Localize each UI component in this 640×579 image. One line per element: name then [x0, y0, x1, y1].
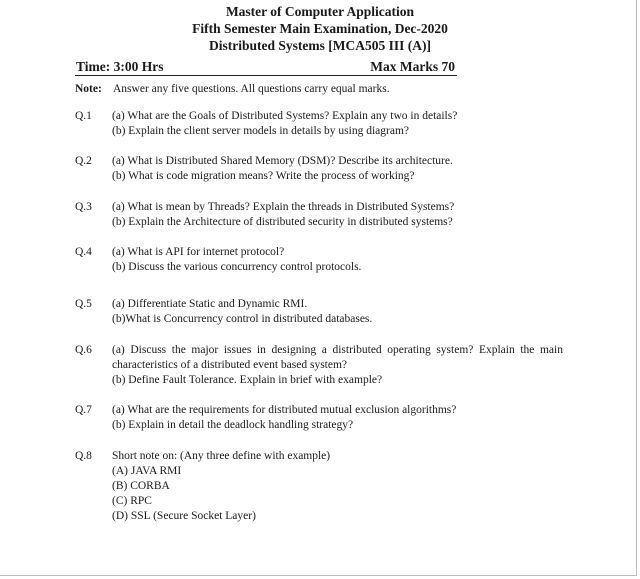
question-number: Q.5: [75, 298, 92, 310]
course-title: Distributed Systems [MCA505 III (A)]: [209, 38, 431, 53]
short-note-instruction: Short note on: (Any three define with example): [112, 450, 331, 462]
max-marks: Max Marks 70: [370, 59, 455, 74]
question-part-b: (b) Explain the client server models in details by using diagram?: [112, 125, 410, 137]
question-part-a: (a) What is API for internet protocol?: [112, 246, 285, 258]
question-body: [112, 297, 563, 327]
question-part-b: (b)What is Concurrency control in distributed databases.: [112, 313, 373, 325]
exam-time: Time: 3:00 Hrs: [76, 59, 164, 74]
short-note-item: (B) CORBA: [112, 480, 170, 492]
note-text: Answer any five questions. All questions carry equal marks.: [113, 83, 390, 95]
question-number: Q.4: [75, 246, 92, 258]
question-part-b: (b) What is code migration means? Write the process of working?: [112, 170, 415, 182]
question-number: Q.7: [75, 404, 92, 416]
question-part-b: (b) Explain the Architecture of distributed security in distributed systems?: [112, 216, 453, 228]
question-number: Q.3: [75, 201, 92, 213]
question-part-a: (a) What are the requirements for distributed mutual exclusion algorithms?: [112, 404, 457, 416]
question-part-b: (b) Explain in detail the deadlock handling strategy?: [112, 419, 354, 431]
question-part-a: (a) What is Distributed Shared Memory (DSM)? Describe its architecture.: [112, 155, 453, 167]
question-number: Q.1: [75, 110, 92, 122]
program-title: Master of Computer Application: [225, 4, 415, 19]
question-body: [112, 449, 563, 524]
exam-header: [0, 3, 640, 54]
question-body: [112, 245, 563, 275]
short-note-item: (D) SSL (Secure Socket Layer): [112, 510, 256, 522]
question-part-a: (a) What are the Goals of Distributed Systems? Explain any two in details?: [112, 110, 458, 122]
question-number: Q.6: [75, 344, 92, 356]
short-note-item: (C) RPC: [112, 495, 152, 507]
question-part-b: (b) Define Fault Tolerance. Explain in brief with example?: [112, 374, 383, 386]
question-body: [112, 200, 563, 230]
question-part-a: (a) Differentiate Static and Dynamic RMI.: [112, 298, 308, 310]
exam-title: Fifth Semester Main Examination, Dec-2020: [192, 21, 448, 36]
short-note-item: (A) JAVA RMI: [112, 465, 182, 477]
instructions-note: [75, 82, 390, 96]
note-label: Note:: [75, 83, 102, 95]
question-body: [112, 343, 563, 388]
question-body: [112, 109, 563, 139]
question-body: [112, 154, 563, 184]
question-part-a: (a) What is mean by Threads? Explain the threads in Distributed Systems?: [112, 201, 455, 213]
question-body: [112, 403, 563, 433]
exam-meta-row: [75, 59, 457, 76]
question-number: Q.8: [75, 450, 92, 462]
question-part-b: (b) Discuss the various concurrency control protocols.: [112, 261, 362, 273]
question-part-a: (a) Discuss the major issues in designing a distributed operating system? Explain the main characteristics of a distributed event based system?: [112, 344, 563, 371]
question-number: Q.2: [75, 155, 92, 167]
